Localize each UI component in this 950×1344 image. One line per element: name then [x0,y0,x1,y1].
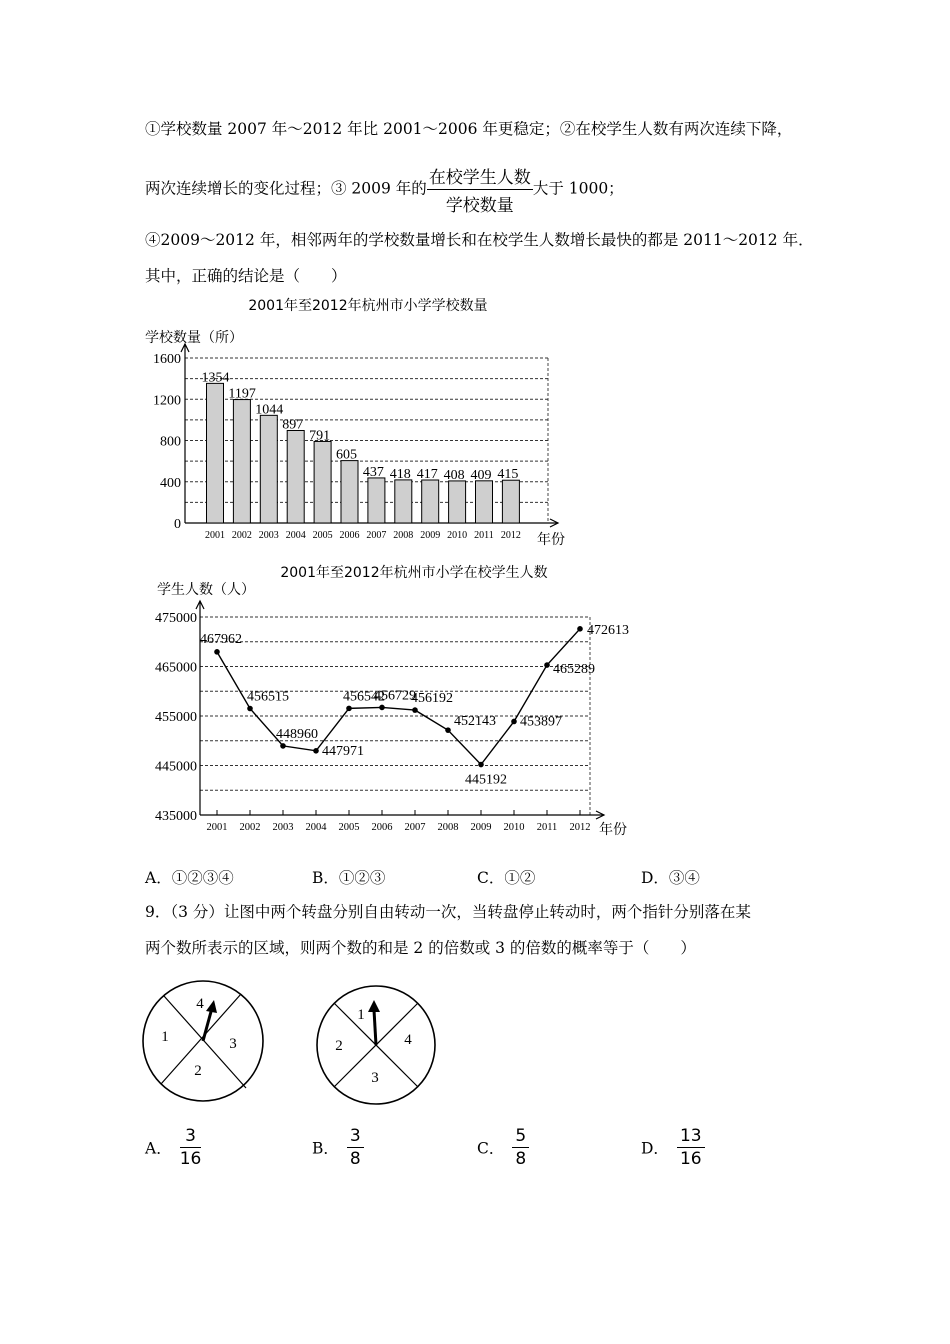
bar-chart-x-tick-label: 2007 [366,530,387,541]
line-chart-x-tick-label: 2002 [239,822,261,833]
spinner-2 [312,978,442,1108]
q8-option-c[interactable]: C．①② [477,869,536,887]
bar-value-label: 791 [309,428,331,444]
line-chart-y-label: 学生人数（人） [157,582,255,598]
line-point-2010 [511,719,517,725]
line-value-label: 456729 [374,688,416,704]
bar-2003 [260,415,277,523]
q9-option-a-label: A． [145,1139,172,1158]
bar-chart-x-tick-label: 2004 [285,530,306,541]
bar-chart-x-tick-label: 2011 [474,530,494,541]
line-chart-x-tick-label: 2008 [437,822,459,833]
spinner-1-sector-1: 1 [161,1029,169,1045]
statement-line-3: ④2009～2012 年，相邻两年的学校数量增长和在校学生人数增长最快的都是 2011～2012 年． [145,231,814,249]
line-chart-x-tick-label: 2011 [536,822,558,833]
line-point-2009 [478,762,484,768]
statement-line-2-suffix: 大于 1000； [532,179,624,198]
line-chart-title: 2001年至2012年杭州市小学在校学生人数 [280,565,548,581]
statement-line-1: ①学校数量 2007 年～2012 年比 2001～2006 年更稳定；②在校学生人数有两次连续下降， [145,120,793,138]
q8-option-a[interactable]: A．①②③④ [145,869,234,887]
bar-value-label: 408 [443,467,465,483]
q9-option-c-fraction [512,1126,529,1169]
ratio-fraction [427,163,533,216]
line-chart-y-tick-label: 465000 [155,660,197,676]
line-value-label: 448960 [276,726,318,742]
bar-value-label: 1044 [255,402,284,418]
spinner-1-sector-3: 3 [229,1036,237,1052]
line-chart-x-tick-label: 2003 [272,822,294,833]
bar-chart-y-tick-label: 0 [174,517,181,532]
line-value-label: 445192 [465,772,507,788]
line-point-2012 [577,626,583,632]
bar-2005 [314,441,331,523]
line-point-2007 [412,707,418,713]
spinner-1-sector-2: 2 [194,1063,202,1079]
q8-option-b[interactable]: B．①②③ [312,869,386,887]
fraction-numerator: 在校学生人数 [427,163,533,190]
bar-chart-title: 2001年至2012年杭州市小学学校数量 [248,298,488,314]
bar-2009 [422,480,439,523]
bar-value-label: 415 [497,467,519,483]
q9-option-b-fraction [347,1126,364,1169]
bar-chart-x-tick-label: 2008 [393,530,414,541]
line-value-label: 453897 [520,714,562,730]
bar-chart-y-tick-label: 1200 [153,393,181,409]
q9-option-a-numerator: 3 [180,1126,202,1148]
q8-option-d[interactable]: D．③④ [641,869,700,887]
q9-option-c-denominator: 8 [515,1149,527,1169]
question-prompt: 其中，正确的结论是（ ） [145,267,347,285]
line-value-label: 456192 [411,691,453,707]
line-value-label: 456515 [247,689,289,705]
statement-line-2 [145,163,624,216]
line-point-2011 [544,662,550,668]
bar-value-label: 897 [282,417,304,433]
q9-option-b-denominator: 8 [349,1149,361,1169]
bar-chart-y-label: 学校数量（所） [145,330,243,346]
line-chart-y-tick-label: 435000 [155,809,197,824]
bar-2012 [502,480,519,523]
line-value-label: 452143 [454,714,496,730]
bar-chart-x-tick-label: 2002 [231,530,252,541]
bar-2011 [476,481,493,523]
line-chart-x-tick-label: 2004 [305,822,327,833]
bar-value-label: 605 [336,447,357,463]
bar-value-label: 437 [362,464,384,480]
line-value-label: 447971 [322,743,364,759]
q9-option-c-label: C． [477,1139,505,1158]
q9-option-d-denominator: 16 [679,1149,702,1169]
bar-chart-x-label: 年份 [537,532,565,548]
bar-2002 [233,400,250,523]
line-point-2001 [214,649,220,655]
bar-value-label: 418 [389,466,411,482]
line-chart-y-tick-label: 475000 [155,611,197,626]
bar-chart-x-tick-label: 2003 [258,530,279,541]
q9-option-a-denominator: 16 [179,1149,202,1169]
line-chart-y-tick-label: 455000 [155,710,197,725]
bar-chart-x-tick-label: 2005 [312,530,333,541]
line-chart-x-tick-label: 2001 [206,822,228,833]
line-value-label: 456542 [343,689,385,705]
bar-value-label: 409 [470,467,492,483]
student-count-line-chart [140,560,650,845]
bar-value-label: 417 [416,466,438,482]
bar-2007 [368,478,385,523]
q9-option-d-fraction [677,1126,705,1169]
spinner-2-pointer [374,1010,376,1045]
bar-2008 [395,480,412,523]
bar-chart-y-tick-label: 1600 [153,352,181,367]
line-chart-x-tick-label: 2009 [470,822,492,833]
bar-2006 [341,461,358,523]
q9-option-b-label: B． [312,1139,339,1158]
line-point-2002 [247,706,253,712]
bar-2001 [207,383,224,523]
q9-option-d[interactable] [641,1126,705,1169]
bar-chart-x-tick-label: 2012 [500,530,521,541]
bar-chart-x-tick-label: 2001 [205,530,225,541]
spinner-2-sector-3: 3 [371,1070,379,1086]
bar-chart-x-tick-label: 2009 [420,530,441,541]
bar-chart-y-tick-label: 800 [160,434,181,450]
spinner-1-sector-4: 4 [196,996,204,1012]
line-point-2008 [445,727,451,733]
line-point-2004 [313,748,319,754]
bar-value-label: 1197 [228,386,256,402]
bar-2004 [287,430,304,523]
spinner-2-sector-2: 2 [335,1038,343,1054]
spinner-2-sector-4: 4 [404,1032,412,1048]
bar-2010 [449,481,466,523]
q9-option-a[interactable] [145,1126,201,1169]
line-value-label: 465289 [553,662,595,678]
q9-option-b-numerator: 3 [347,1126,364,1148]
line-chart-y-tick-label: 445000 [155,759,197,775]
spinner-1 [140,978,270,1108]
bar-chart-y-tick-label: 400 [160,475,181,491]
line-value-label: 467962 [200,631,242,647]
q9-option-c[interactable] [477,1126,529,1169]
statement-line-2-prefix: 两次连续增长的变化过程；③ 2009 年的 [145,179,427,198]
line-point-2006 [379,705,385,711]
line-value-label: 472613 [587,622,629,638]
line-chart-x-tick-label: 2006 [371,822,393,833]
line-chart-x-tick-label: 2012 [569,822,591,833]
spinner-1-pointer [203,1008,212,1041]
q9-text-line-1: 9．（3 分）让图中两个转盘分别自由转动一次，当转盘停止转动时，两个指针分别落在某 [145,903,751,921]
spinner-2-sector-1: 1 [357,1007,365,1023]
q9-option-a-fraction [180,1126,202,1169]
bar-chart-x-tick-label: 2006 [339,530,360,541]
line-chart-x-tick-label: 2007 [404,822,426,833]
q9-option-b[interactable] [312,1126,364,1169]
bar-chart-x-tick-label: 2010 [447,530,468,541]
line-point-2005 [346,706,352,712]
q9-option-c-numerator: 5 [512,1126,529,1148]
q9-option-d-label: D． [641,1139,669,1158]
school-count-bar-chart [140,290,640,555]
line-point-2003 [280,743,286,749]
q9-option-d-numerator: 13 [677,1126,705,1148]
bar-value-label: 1354 [201,370,230,386]
line-chart-x-tick-label: 2010 [503,822,525,833]
line-chart-x-tick-label: 2005 [338,822,360,833]
q9-text-line-2: 两个数所表示的区域，则两个数的和是 2 的倍数或 3 的倍数的概率等于（ ） [145,939,696,957]
line-chart-x-label: 年份 [599,822,627,838]
fraction-denominator: 学校数量 [445,196,514,216]
